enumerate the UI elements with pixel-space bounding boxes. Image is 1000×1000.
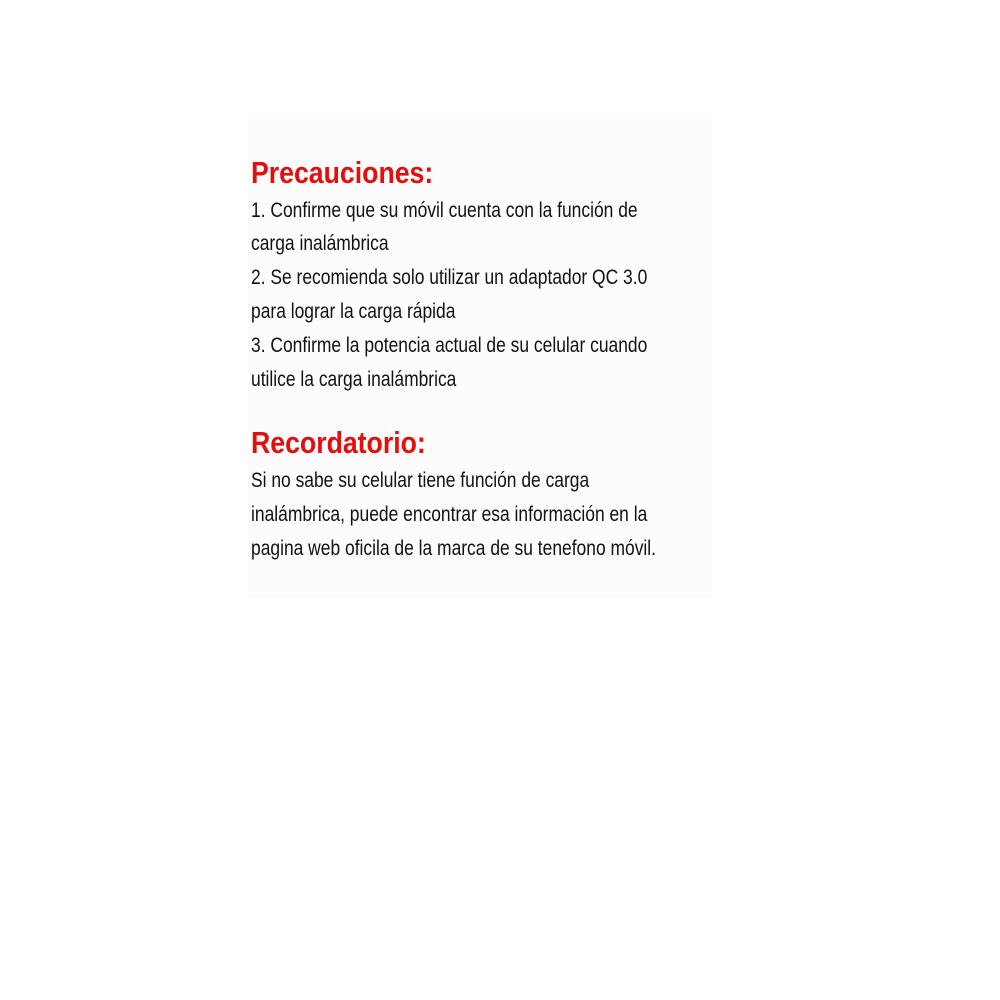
- precautions-line-2: carga inalámbrica: [251, 232, 389, 255]
- precautions-line-4: para lograr la carga rápida: [251, 300, 456, 323]
- precautions-line-3: 2. Se recomienda solo utilizar un adaptador QC 3.0: [251, 266, 648, 289]
- reminder-line-1: Si no sabe su celular tiene función de carga: [251, 469, 590, 492]
- precautions-line-6: utilice la carga inalámbrica: [251, 368, 457, 391]
- reminder-line-2: inalámbrica, puede encontrar esa información en la: [251, 503, 648, 526]
- precautions-line-5: 3. Confirme la potencia actual de su celular cuando: [251, 334, 648, 357]
- reminder-heading: Recordatorio:: [251, 425, 426, 460]
- precautions-line-1: 1. Confirme que su móvil cuenta con la función de: [251, 199, 638, 222]
- reminder-line-3: pagina web oficila de la marca de su tenefono móvil.: [251, 537, 657, 560]
- precautions-heading: Precauciones:: [251, 155, 434, 190]
